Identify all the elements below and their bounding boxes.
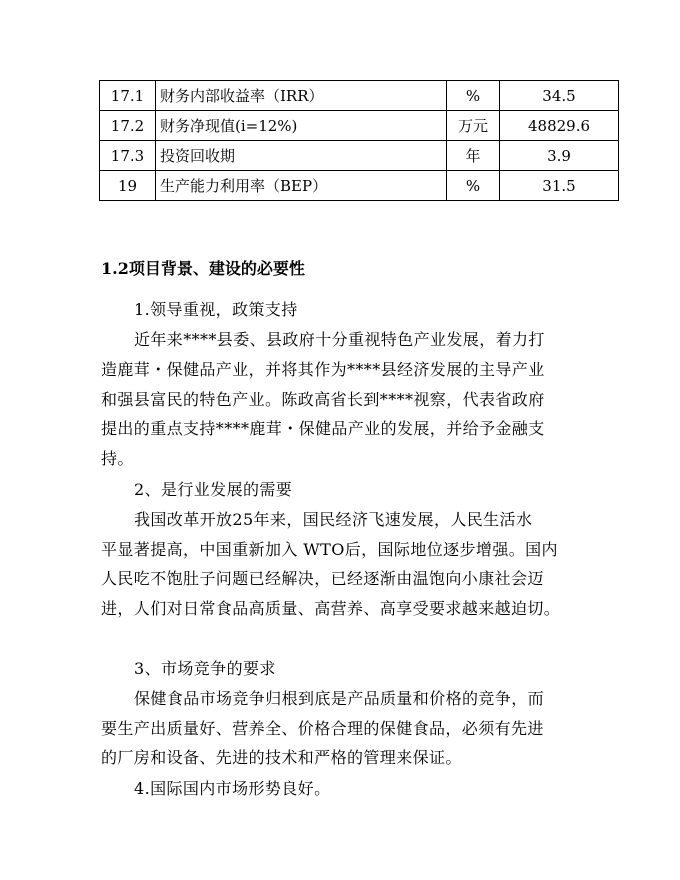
item-title: 2、是行业发展的需要 [134, 480, 293, 499]
metric-name: 生产能力利用率（BEP） [156, 171, 447, 201]
paragraph-line: 提出的重点支持****鹿茸・保健品产业的发展，并给予金融支 [101, 419, 545, 438]
table-row [100, 111, 619, 141]
paragraph-line: 人民吃不饱肚子问题已经解决，已经逐渐由温饱向小康社会迈 [101, 569, 544, 588]
metric-unit: % [447, 171, 500, 201]
paragraph-line: 平显著提高，中国重新加入 WTO后，国际地位逐步增强。国内 [101, 540, 558, 559]
metric-unit: % [447, 81, 500, 111]
paragraph-line: 的厂房和设备、先进的技术和严格的管理来保证。 [101, 748, 462, 767]
metric-value: 3.9 [500, 141, 619, 171]
table-row [100, 141, 619, 171]
financial-metrics-table [99, 80, 619, 201]
metric-value: 48829.6 [500, 111, 619, 141]
table-row [100, 81, 619, 111]
paragraph-line: 造鹿茸・保健品产业，并将其作为****县经济发展的主导产业 [101, 360, 545, 379]
paragraph-line: 近年来****县委、县政府十分重视特色产业发展，着力打 [134, 330, 545, 349]
row-number: 17.2 [100, 111, 156, 141]
row-number: 17.1 [100, 81, 156, 111]
paragraph-line: 要生产出质量好、营养全、价格合理的保健食品，必须有先进 [101, 719, 544, 738]
metric-name: 投资回收期 [156, 141, 447, 171]
paragraph-line: 进，人们对日常食品高质量、高营养、高享受要求越来越迫切。 [101, 599, 561, 618]
paragraph-line: 我国改革开放25年来，国民经济飞速发展，人民生活水 [134, 510, 533, 529]
paragraph-line: 持。 [101, 449, 134, 468]
paragraph-line: 和强县富民的特色产业。陈政高省长到****视察，代表省政府 [101, 390, 545, 409]
item-title: 3、市场竞争的要求 [134, 659, 276, 678]
metric-value: 34.5 [500, 81, 619, 111]
item-title: 1.领导重视，政策支持 [134, 300, 298, 319]
row-number: 19 [100, 171, 156, 201]
row-number: 17.3 [100, 141, 156, 171]
metric-value: 31.5 [500, 171, 619, 201]
metric-name: 财务内部收益率（IRR） [156, 81, 447, 111]
metric-unit: 万元 [447, 111, 500, 141]
section-heading: 1.2项目背景、建设的必要性 [101, 259, 305, 278]
item-title: 4.国际国内市场形势良好。 [134, 779, 331, 798]
paragraph-line: 保健食品市场竞争归根到底是产品质量和价格的竞争，而 [134, 689, 545, 708]
metric-unit: 年 [447, 141, 500, 171]
metric-name: 财务净现值(i=12%) [156, 111, 447, 141]
table-row [100, 171, 619, 201]
